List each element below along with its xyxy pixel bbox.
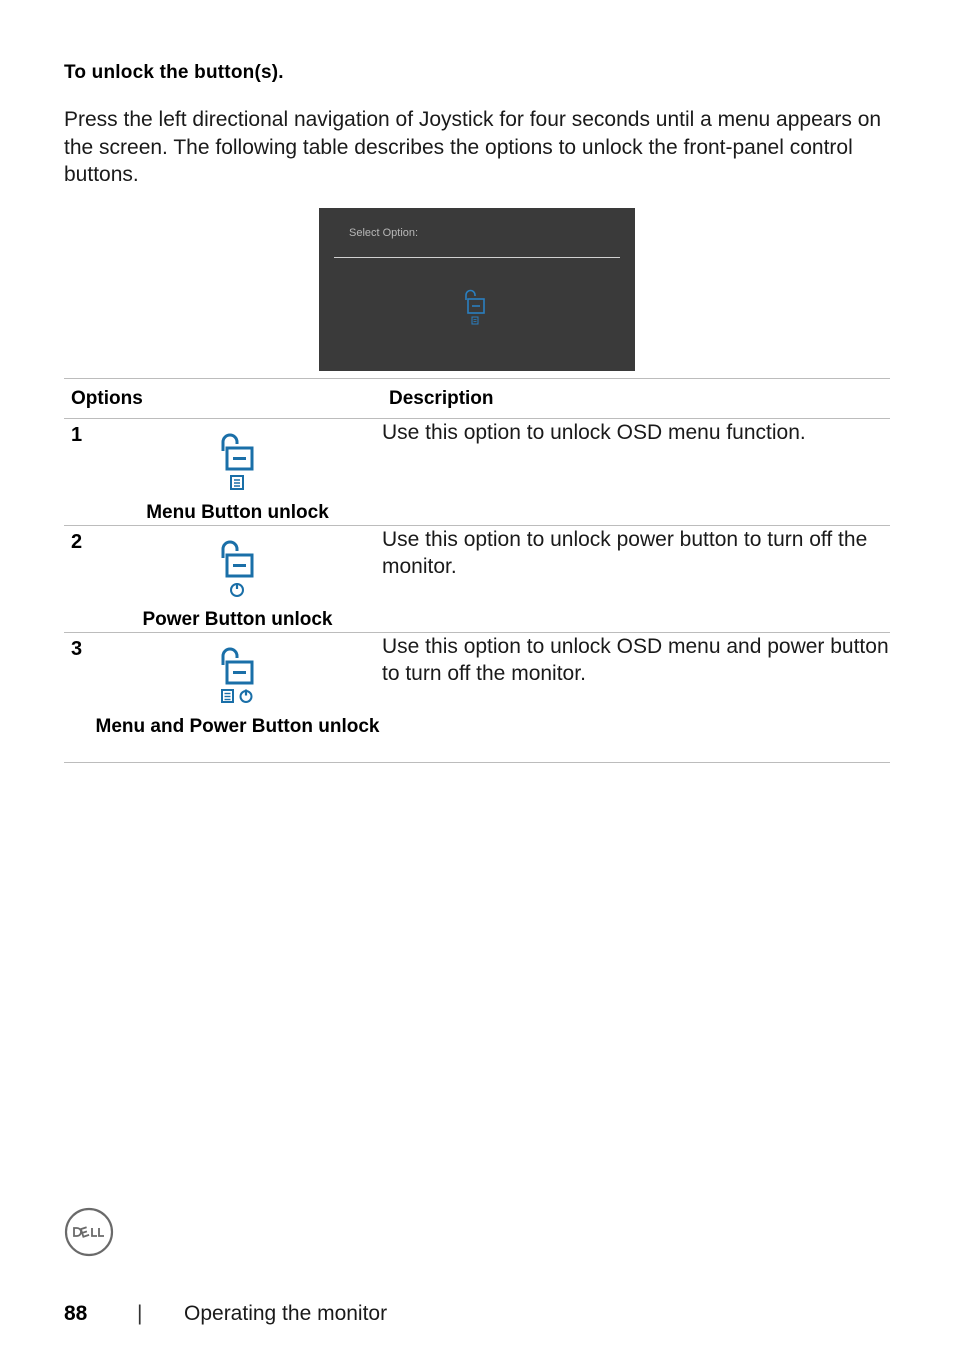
table-row: [64, 633, 890, 763]
menu-and-power-button-unlock-icon: [216, 647, 260, 709]
option-description: Use this option to unlock OSD menu and power button to turn off the monitor.: [382, 633, 890, 763]
option-number: 2: [71, 531, 83, 553]
osd-select-option-menu: [319, 208, 635, 371]
option-label: Menu Button unlock: [146, 502, 329, 523]
option-description: Use this option to unlock OSD menu function.: [382, 419, 890, 526]
table-row: [64, 526, 890, 633]
section-heading: To unlock the button(s).: [64, 62, 284, 83]
description-header: Description: [382, 379, 890, 419]
table-row: [64, 419, 890, 526]
intro-paragraph: Press the left directional navigation of Joystick for four seconds until a menu appears on the screen. The following table describes the options to unlock the front-panel control buttons.: [64, 108, 882, 186]
option-description: Use this option to unlock power button to turn off the monitor.: [382, 526, 890, 633]
dell-logo: [64, 1207, 114, 1257]
option-label: Menu and Power Button unlock: [95, 716, 380, 737]
option-number: 3: [71, 638, 83, 660]
option-number: 1: [71, 424, 83, 446]
power-button-unlock-icon: [216, 540, 260, 602]
osd-divider: [334, 257, 620, 258]
page-number: 88: [64, 1302, 88, 1325]
options-header: Options: [64, 379, 382, 419]
footer-separator: |: [137, 1302, 143, 1325]
osd-label: Select Option:: [349, 227, 419, 239]
menu-unlock-icon[interactable]: [461, 288, 489, 326]
unlock-options-table: [64, 378, 890, 763]
menu-button-unlock-icon: [216, 433, 260, 495]
footer-section-title: Operating the monitor: [184, 1302, 388, 1325]
option-label: Power Button unlock: [142, 609, 333, 630]
